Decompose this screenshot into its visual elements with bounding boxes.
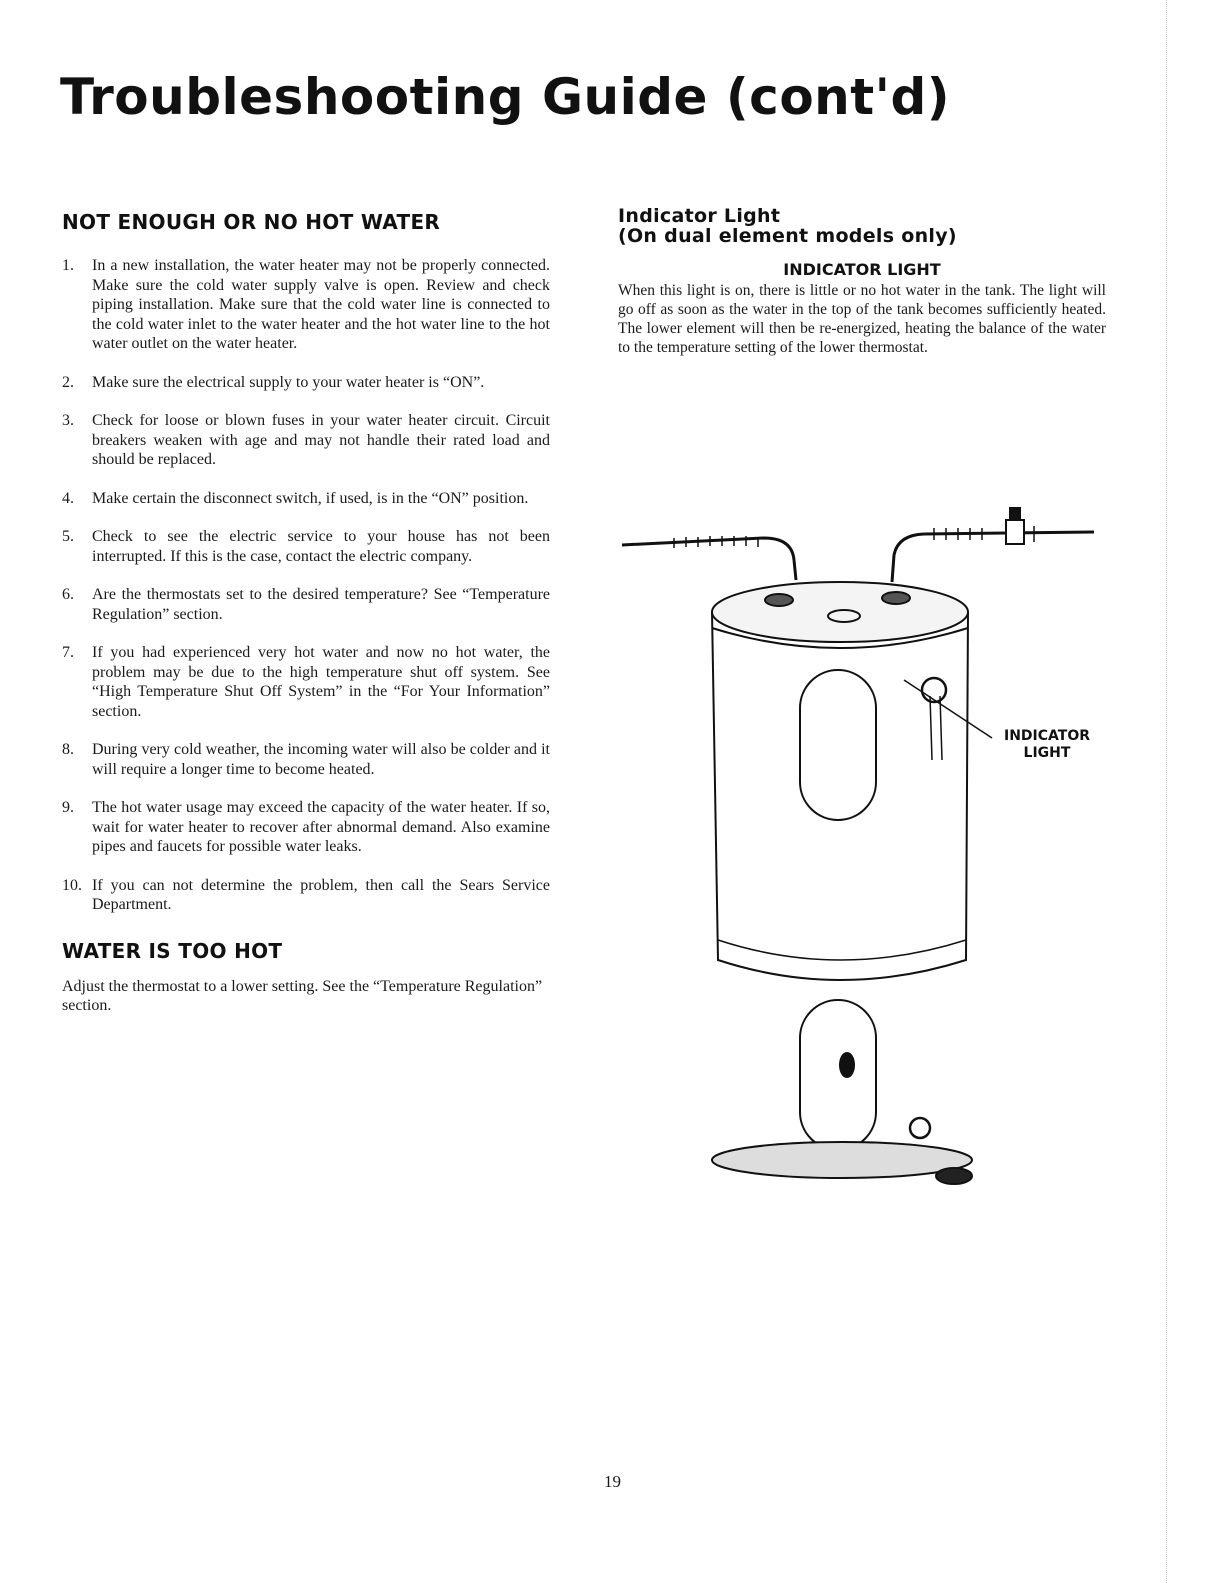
step-item: [62, 643, 550, 721]
water-too-hot-text: Adjust the thermostat to a lower setting. See the “Temperature Regulation” section.: [62, 977, 543, 1014]
step-text: Check for loose or blown fuses in your water heater circuit. Circuit breakers weaken with age and may not handle their rated load and should be replaced.: [92, 412, 550, 468]
section-water-too-hot: [62, 939, 550, 1016]
right-column: [618, 206, 1106, 357]
step-text: The hot water usage may exceed the capacity of the water heater. If so, wait for water heater to recover after abnormal demand. Also examine pipes and faucets for possible water leaks.: [92, 799, 550, 855]
tank-base: [712, 1142, 972, 1178]
step-number: 7.: [62, 644, 74, 661]
page-number: 19: [604, 1472, 621, 1491]
step-item: [62, 798, 550, 857]
step-item: [62, 740, 550, 779]
step-item: [62, 489, 550, 509]
indicator-subheading: INDICATOR LIGHT: [783, 260, 941, 279]
step-number: 8.: [62, 741, 74, 758]
hot-outlet-pipe: [892, 532, 1094, 582]
indicator-light-callout: [992, 728, 1102, 762]
step-number: 10.: [62, 876, 82, 894]
tank-top: [712, 582, 968, 642]
step-item: [62, 411, 550, 470]
step-number: 3.: [62, 412, 74, 429]
section-heading-water-too-hot: WATER IS TOO HOT: [62, 938, 283, 963]
valve-icon: [1006, 520, 1024, 544]
indicator-description: When this light is on, there is little or no hot water in the tank. The light will go off as soon as the water in the top of the tank becomes sufficiently heated. The lower element will then be re-energized, heating the balance of the water to the temperature setting of the lower thermostat.: [618, 282, 1106, 356]
step-number: 2.: [62, 373, 74, 391]
section-heading-not-enough-hot-water: NOT ENOUGH OR NO HOT WATER: [62, 210, 441, 234]
step-item: [62, 876, 550, 915]
step-text: If you had experienced very hot water and now no hot water, the problem may be due to the high temperature shut off system. See “High Temperature Shut Off System” in the “For Your Information” section.: [92, 644, 550, 720]
step-item: [62, 373, 550, 393]
step-text: Are the thermostats set to the desired temperature? See “Temperature Regulation” section.: [92, 586, 550, 623]
step-item: [62, 256, 550, 354]
cold-inlet-pipe: [622, 538, 796, 580]
step-number: 4.: [62, 489, 74, 507]
indicator-heading-line2: (On dual element models only): [618, 225, 957, 247]
page-edge-line: [1166, 0, 1167, 1583]
step-number: 5.: [62, 528, 74, 545]
troubleshooting-steps: [62, 256, 550, 915]
step-item: [62, 585, 550, 624]
upper-access-panel: [800, 670, 876, 820]
step-number: 6.: [62, 586, 74, 603]
callout-line1: INDICATOR: [1003, 728, 1090, 744]
indicator-light-icon: [922, 678, 946, 702]
step-text: In a new installation, the water heater may not be properly connected. Make sure the cold water supply valve is open. Review and check piping installation. Make sure that the cold water line is connected to the cold water inlet to the water heater and the hot water line to the hot water outlet on the water heater.: [92, 257, 550, 352]
step-text: If you can not determine the problem, then call the Sears Service Department.: [92, 876, 550, 913]
lower-access-panel: [800, 1000, 876, 1150]
left-column: [62, 210, 550, 1016]
drain-valve-icon: [910, 1118, 930, 1138]
step-text: Make sure the electrical supply to your water heater is “ON”.: [92, 373, 485, 391]
step-text: During very cold weather, the incoming water will also be colder and it will require a longer time to become heated.: [92, 741, 550, 778]
step-item: [62, 527, 550, 566]
water-heater-illustration: [614, 500, 1114, 1200]
indicator-heading-line1: Indicator Light: [618, 205, 781, 227]
step-number: 1.: [62, 257, 74, 274]
step-text: Check to see the electric service to your house has not been interrupted. If this is the case, contact the electric company.: [92, 528, 550, 565]
step-number: 9.: [62, 799, 74, 816]
callout-line2: LIGHT: [1023, 745, 1071, 761]
step-text: Make certain the disconnect switch, if used, is in the “ON” position.: [92, 489, 529, 507]
page-title: Troubleshooting Guide (cont'd): [60, 68, 951, 126]
